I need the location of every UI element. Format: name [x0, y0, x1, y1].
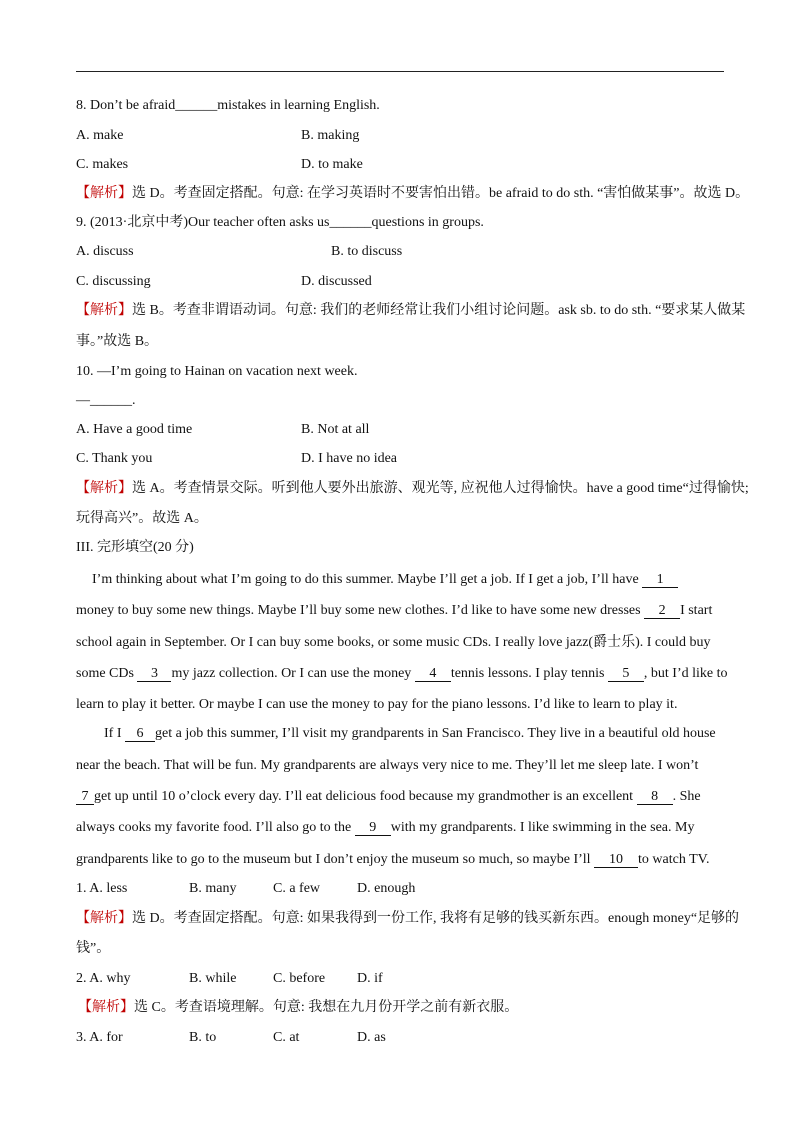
passage-text: my jazz collection. Or I can use the money	[171, 666, 415, 681]
c2-option-c: C. before	[273, 971, 326, 986]
cloze-blank-1: 1	[642, 573, 678, 588]
analysis-text: 选 B。考查非谓语动词。句意: 我们的老师经常让我们小组讨论问题。ask sb. to do sth. “要求某人做某	[132, 303, 746, 318]
analysis-tag: 【解析】	[76, 303, 132, 318]
passage-line	[76, 665, 728, 683]
passage-text: I start	[680, 603, 713, 618]
passage-line: school again in September. Or I can buy some books, or some music CDs. I really love jazz(爵士乐). I could buy	[76, 635, 711, 650]
analysis-text: 选 A。考查情景交际。听到他人要外出旅游、观光等, 应祝他人过得愉快。have a good time“过得愉快;	[132, 481, 749, 496]
passage-text: get up until 10 o’clock every day. I’ll eat delicious food because my grandmother is an excellent	[94, 789, 637, 804]
c1-analysis-cont: 钱”。	[76, 941, 111, 956]
q8-option-d: D. to make	[301, 157, 363, 172]
q9-blank: ______	[329, 215, 372, 230]
passage-text: always cooks my favorite food. I’ll also go to the	[76, 820, 355, 835]
c1-option-c: C. a few	[273, 881, 321, 896]
passage-line	[92, 571, 678, 589]
passage-line	[76, 851, 709, 869]
q10-option-d: D. I have no idea	[301, 451, 398, 466]
q8-blank: ______	[175, 98, 218, 113]
cloze-blank-10: 10	[594, 853, 638, 868]
analysis-text: 选 D。考查固定搭配。句意: 如果我得到一份工作, 我将有足够的钱买新东西。enough money“足够的	[132, 911, 740, 926]
passage-line	[76, 819, 694, 837]
analysis-tag: 【解析】	[76, 186, 132, 201]
cloze-blank-5: 5	[608, 667, 644, 682]
cloze-blank-2: 2	[644, 604, 680, 619]
passage-text: tennis lessons. I play tennis	[450, 666, 608, 681]
c3-option-b: B. to	[189, 1030, 217, 1045]
q10-option-b: B. Not at all	[301, 422, 370, 437]
cloze-blank-8: 8	[637, 790, 673, 805]
q10-option-a: A. Have a good time	[76, 422, 193, 437]
cloze-blank-7: 7	[76, 790, 94, 805]
question-10-reply: —______.	[76, 393, 136, 408]
c3-option-d: D. as	[357, 1030, 386, 1045]
passage-line	[76, 788, 701, 806]
analysis-text: 选 C。考查语境理解。句意: 我想在九月份开学之前有新衣服。	[134, 1000, 519, 1015]
q8-option-a: A. make	[76, 128, 124, 143]
q8-stem-part: mistakes in learning English.	[217, 98, 380, 113]
passage-text: , but I’d like to	[643, 666, 728, 681]
q8-option-b: B. making	[301, 128, 360, 143]
c2-analysis	[78, 999, 518, 1017]
section-title: III. 完形填空(20 分)	[76, 540, 194, 555]
passage-text: If I	[104, 726, 125, 741]
c1-option-a: 1. A. less	[76, 881, 128, 896]
q8-analysis	[76, 185, 749, 203]
c2-option-a: 2. A. why	[76, 971, 131, 986]
c1-option-b: B. many	[189, 881, 237, 896]
q9-stem-part: questions in groups.	[371, 215, 484, 230]
passage-text: some CDs	[76, 666, 138, 681]
q9-analysis	[76, 302, 745, 320]
question-10-stem: 10. —I’m going to Hainan on vacation next week.	[76, 364, 358, 379]
cloze-blank-6: 6	[125, 727, 155, 742]
passage-text: money to buy some new things. Maybe I’ll buy some new clothes. I’d like to have some new dresses	[76, 603, 645, 618]
header-rule	[76, 71, 724, 72]
analysis-tag: 【解析】	[76, 481, 132, 496]
q8-stem-part: 8. Don’t be afraid	[76, 98, 176, 113]
passage-line	[76, 602, 712, 620]
c3-option-a: 3. A. for	[76, 1030, 123, 1045]
q9-option-a: A. discuss	[76, 244, 134, 259]
cloze-blank-9: 9	[355, 821, 391, 836]
c1-analysis	[76, 910, 739, 928]
passage-text: grandparents like to go to the museum but I don’t enjoy the museum so much, so maybe I’ll	[76, 852, 595, 867]
passage-line: learn to play it better. Or maybe I can use the money to pay for the piano lessons. I’d like to learn to play it.	[76, 697, 678, 712]
q9-option-b: B. to discuss	[331, 244, 403, 259]
q9-option-d: D. discussed	[301, 274, 372, 289]
question-9-stem	[76, 214, 484, 232]
q10-analysis	[76, 480, 749, 498]
c1-option-d: D. enough	[357, 881, 416, 896]
q9-stem-part: 9. (2013·北京中考)Our teacher often asks us	[76, 215, 330, 230]
passage-text: I’m thinking about what I’m going to do this summer. Maybe I’ll get a job. If I get a job, I’ll have	[92, 572, 643, 587]
c2-option-d: D. if	[357, 971, 383, 986]
q10-option-c: C. Thank you	[76, 451, 153, 466]
analysis-tag: 【解析】	[78, 1000, 134, 1015]
passage-line: near the beach. That will be fun. My grandparents are always very nice to me. They’ll let me sleep late. I won’t	[76, 758, 699, 773]
q10-analysis-cont: 玩得高兴”。故选 A。	[76, 511, 208, 526]
passage-text: . She	[672, 789, 701, 804]
c2-option-b: B. while	[189, 971, 237, 986]
passage-line	[104, 725, 716, 743]
analysis-text: 选 D。考查固定搭配。句意: 在学习英语时不要害怕出错。be afraid to do sth. “害怕做某事”。故选 D。	[132, 186, 750, 201]
c3-option-c: C. at	[273, 1030, 300, 1045]
cloze-blank-4: 4	[415, 667, 451, 682]
passage-text: to watch TV.	[638, 852, 710, 867]
passage-text: get a job this summer, I’ll visit my grandparents in San Francisco. They live in a beautiful old house	[155, 726, 716, 741]
q9-analysis-cont: 事。”故选 B。	[76, 334, 159, 349]
passage-text: with my grandparents. I like swimming in the sea. My	[390, 820, 695, 835]
analysis-tag: 【解析】	[76, 911, 132, 926]
q9-option-c: C. discussing	[76, 274, 151, 289]
cloze-blank-3: 3	[137, 667, 171, 682]
q8-option-c: C. makes	[76, 157, 129, 172]
question-8-stem	[76, 97, 380, 115]
